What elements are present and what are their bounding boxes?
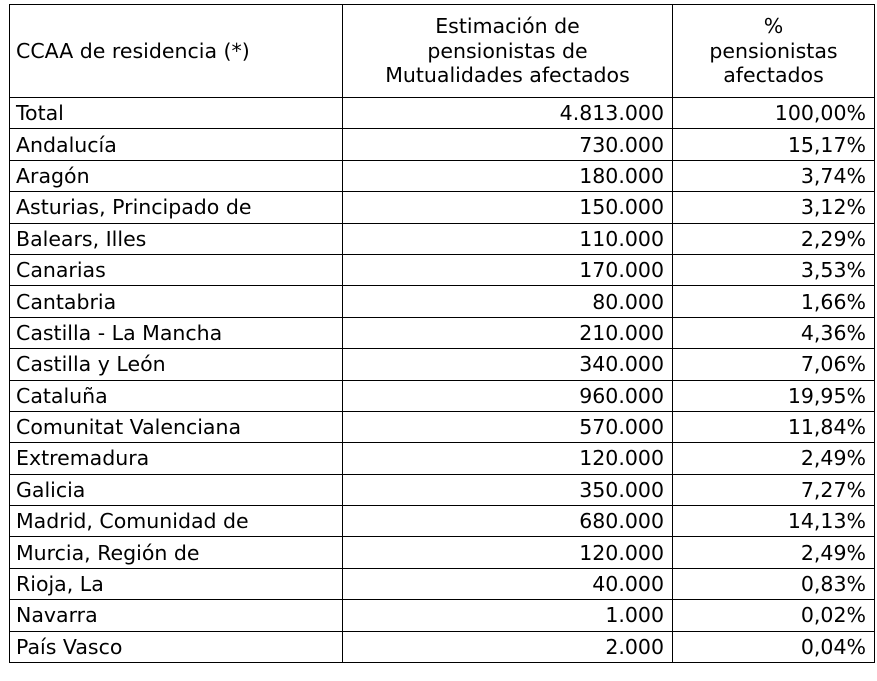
percent-cell: 15,17% [673, 129, 875, 160]
percent-cell: 7,06% [673, 349, 875, 380]
table-row [10, 160, 875, 191]
table-row [10, 631, 875, 662]
region-cell: Castilla y León [10, 349, 343, 380]
count-cell: 120.000 [343, 537, 673, 568]
percent-cell: 7,27% [673, 474, 875, 505]
header-region: CCAA de residencia (*) [10, 5, 343, 98]
region-cell: Cantabria [10, 286, 343, 317]
region-cell: País Vasco [10, 631, 343, 662]
count-cell: 80.000 [343, 286, 673, 317]
region-cell: Extremadura [10, 443, 343, 474]
region-cell: Asturias, Principado de [10, 192, 343, 223]
percent-cell: 0,83% [673, 568, 875, 599]
percent-cell: 2,49% [673, 443, 875, 474]
table-row [10, 223, 875, 254]
region-cell: Aragón [10, 160, 343, 191]
count-cell: 1.000 [343, 600, 673, 631]
region-cell: Rioja, La [10, 568, 343, 599]
pensioners-table [9, 4, 875, 663]
table-row [10, 443, 875, 474]
region-cell: Murcia, Región de [10, 537, 343, 568]
percent-cell: 3,74% [673, 160, 875, 191]
table-row [10, 568, 875, 599]
table-row [10, 380, 875, 411]
table-row [10, 600, 875, 631]
count-cell: 570.000 [343, 411, 673, 442]
count-cell: 210.000 [343, 317, 673, 348]
table-row [10, 98, 875, 129]
count-cell: 730.000 [343, 129, 673, 160]
count-cell: 4.813.000 [343, 98, 673, 129]
count-cell: 350.000 [343, 474, 673, 505]
percent-cell: 11,84% [673, 411, 875, 442]
region-cell: Total [10, 98, 343, 129]
percent-cell: 19,95% [673, 380, 875, 411]
table-row [10, 286, 875, 317]
percent-cell: 3,12% [673, 192, 875, 223]
header-percent-line: pensionistas [709, 38, 838, 63]
header-estimate-line: Mutualidades afectados [385, 63, 630, 88]
header-percent-line: % [763, 14, 784, 39]
table-row [10, 192, 875, 223]
count-cell: 120.000 [343, 443, 673, 474]
percent-cell: 2,49% [673, 537, 875, 568]
count-cell: 40.000 [343, 568, 673, 599]
percent-cell: 4,36% [673, 317, 875, 348]
table-row [10, 317, 875, 348]
header-percent-line: afectados [723, 63, 824, 88]
header-row [10, 5, 875, 98]
region-cell: Madrid, Comunidad de [10, 506, 343, 537]
percent-cell: 100,00% [673, 98, 875, 129]
table-row [10, 411, 875, 442]
count-cell: 170.000 [343, 254, 673, 285]
region-cell: Canarias [10, 254, 343, 285]
header-estimate-line: Estimación de [435, 14, 580, 39]
percent-cell: 0,02% [673, 600, 875, 631]
table-row [10, 254, 875, 285]
table-row [10, 537, 875, 568]
region-cell: Castilla - La Mancha [10, 317, 343, 348]
table-row [10, 349, 875, 380]
header-estimate [343, 5, 673, 98]
percent-cell: 14,13% [673, 506, 875, 537]
region-cell: Navarra [10, 600, 343, 631]
table-row [10, 506, 875, 537]
header-percent [673, 5, 875, 98]
percent-cell: 2,29% [673, 223, 875, 254]
count-cell: 340.000 [343, 349, 673, 380]
region-cell: Andalucía [10, 129, 343, 160]
region-cell: Cataluña [10, 380, 343, 411]
region-cell: Galicia [10, 474, 343, 505]
count-cell: 180.000 [343, 160, 673, 191]
table-row [10, 129, 875, 160]
count-cell: 960.000 [343, 380, 673, 411]
table-row [10, 474, 875, 505]
count-cell: 2.000 [343, 631, 673, 662]
percent-cell: 1,66% [673, 286, 875, 317]
region-cell: Balears, Illes [10, 223, 343, 254]
region-cell: Comunitat Valenciana [10, 411, 343, 442]
percent-cell: 0,04% [673, 631, 875, 662]
count-cell: 110.000 [343, 223, 673, 254]
count-cell: 150.000 [343, 192, 673, 223]
count-cell: 680.000 [343, 506, 673, 537]
percent-cell: 3,53% [673, 254, 875, 285]
header-estimate-line: pensionistas de [427, 38, 588, 63]
